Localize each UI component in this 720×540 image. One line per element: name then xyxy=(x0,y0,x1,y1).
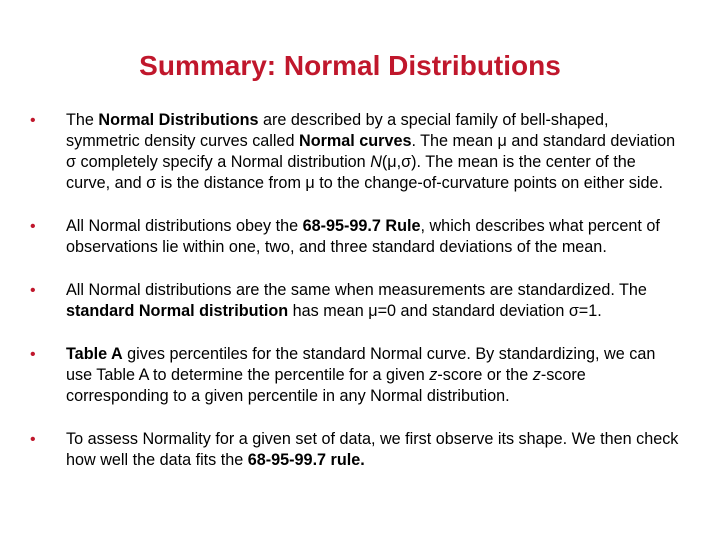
bullet-item xyxy=(30,216,680,258)
bullet-list xyxy=(30,110,680,493)
bullet-text xyxy=(66,430,678,469)
text-run: gives percentiles for the standard Normal curve. By standardizing, we can use Table A to determine the percentile for a given xyxy=(66,345,656,384)
text-run: All Normal distributions obey the xyxy=(66,217,303,235)
text-run: , which describes what percent of observations lie within one, two, and three standard deviations of the mean. xyxy=(66,217,660,256)
bullet-marker: • xyxy=(30,218,36,235)
bullet-marker: • xyxy=(30,431,36,448)
text-run: (μ,σ). The mean is the center of the curve, and σ is the distance from μ to the change-of-curvature points on either side. xyxy=(66,153,663,192)
bullet-item xyxy=(30,344,680,407)
bullet-item xyxy=(30,280,680,322)
bold-text: Table A xyxy=(66,345,123,363)
bold-text: 68-95-99.7 Rule xyxy=(302,217,421,235)
bullet-marker: • xyxy=(30,346,36,363)
bullet-item xyxy=(30,429,680,471)
text-run: -score corresponding to a given percentile in any Normal distribution. xyxy=(66,366,586,405)
bullet-text xyxy=(66,281,647,320)
text-run: All Normal distributions are the same when measurements are standardized. The xyxy=(66,281,647,299)
bold-text: 68-95-99.7 rule. xyxy=(247,451,365,469)
bullet-marker: • xyxy=(30,112,36,129)
text-run: . The mean μ and standard deviation σ completely specify a Normal distribution xyxy=(66,132,676,171)
text-run: The xyxy=(66,111,99,129)
bold-text: Normal Distributions xyxy=(98,111,259,129)
bullet-text xyxy=(66,345,655,405)
text-run: -score or the xyxy=(437,366,533,384)
italic-text: z xyxy=(532,366,541,384)
bullet-item xyxy=(30,110,680,194)
bullet-marker: • xyxy=(30,282,36,299)
italic-text: z xyxy=(429,366,438,384)
bold-text: Normal curves xyxy=(299,132,412,150)
text-run: has mean μ=0 and standard deviation σ=1. xyxy=(288,302,602,320)
slide-title: Summary: Normal Distributions xyxy=(139,50,561,81)
bullet-text xyxy=(66,111,675,192)
italic-text: N xyxy=(370,153,382,171)
text-run: To assess Normality for a given set of data, we first observe its shape. We then check how well the data fits the xyxy=(66,430,679,469)
bullet-text xyxy=(66,217,660,256)
bold-text: standard Normal distribution xyxy=(66,302,289,320)
text-run: are described by a special family of bell-shaped, symmetric density curves called xyxy=(66,111,609,150)
